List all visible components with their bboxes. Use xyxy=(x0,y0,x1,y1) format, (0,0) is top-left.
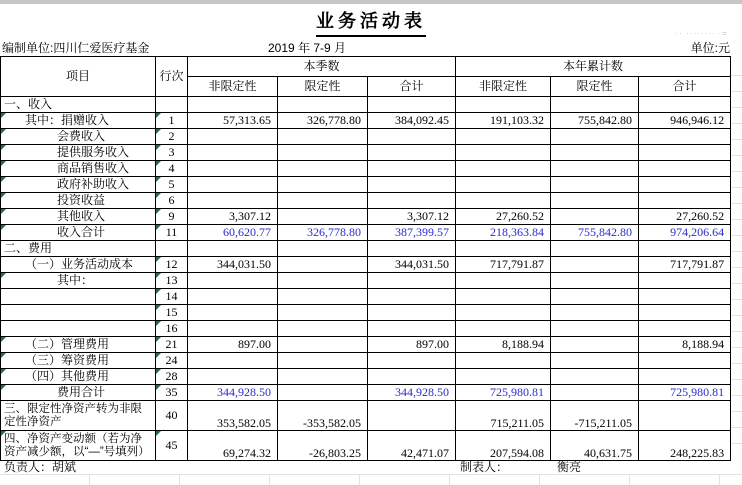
value-cell[interactable]: 8,188.94 xyxy=(456,337,551,353)
value-cell[interactable] xyxy=(551,177,639,193)
value-cell[interactable] xyxy=(188,177,278,193)
header-line-no[interactable]: 行次 xyxy=(156,57,188,97)
value-cell[interactable] xyxy=(368,289,456,305)
value-cell[interactable] xyxy=(456,353,551,369)
value-cell[interactable]: 384,092.45 xyxy=(368,113,456,129)
item-cell[interactable]: 三、限定性净资产转为非限定性净资产 xyxy=(1,401,156,431)
value-cell[interactable]: 344,031.50 xyxy=(188,257,278,273)
value-cell[interactable]: 353,582.05 xyxy=(188,401,278,431)
item-cell[interactable]: 商品销售收入 xyxy=(1,161,156,177)
value-cell[interactable]: 27,260.52 xyxy=(456,209,551,225)
table-row xyxy=(1,97,731,113)
value-cell[interactable]: 218,363.84 xyxy=(456,225,551,241)
value-cell[interactable] xyxy=(639,369,731,385)
value-cell[interactable] xyxy=(639,289,731,305)
preparer-name: 衡亮 xyxy=(557,460,582,474)
value-cell[interactable] xyxy=(456,321,551,337)
value-cell[interactable] xyxy=(368,401,456,431)
value-cell[interactable] xyxy=(639,193,731,209)
item-cell[interactable]: 提供服务收入 xyxy=(1,145,156,161)
header-y-total[interactable]: 合计 xyxy=(639,77,731,97)
line-no-cell[interactable]: 3 xyxy=(156,145,188,161)
value-cell[interactable] xyxy=(278,129,368,145)
value-cell[interactable] xyxy=(551,257,639,273)
faint-corner-marks: ·· ········ ·= xyxy=(675,29,728,38)
value-cell[interactable] xyxy=(278,321,368,337)
value-cell[interactable] xyxy=(368,145,456,161)
value-cell[interactable] xyxy=(639,161,731,177)
header-item[interactable]: 项目 xyxy=(1,57,156,97)
table-row xyxy=(1,225,731,241)
line-no-cell[interactable]: 2 xyxy=(156,129,188,145)
value-cell[interactable] xyxy=(551,385,639,401)
line-no-cell[interactable]: 13 xyxy=(156,273,188,289)
value-cell[interactable] xyxy=(278,273,368,289)
value-cell[interactable]: 42,471.07 xyxy=(368,431,456,461)
preparer-label: 制表人： xyxy=(460,460,509,474)
line-no-cell[interactable]: 12 xyxy=(156,257,188,273)
line-no-cell[interactable]: 45 xyxy=(156,431,188,461)
value-cell[interactable] xyxy=(188,305,278,321)
value-cell[interactable] xyxy=(639,97,731,113)
value-cell[interactable]: 897.00 xyxy=(188,337,278,353)
value-cell[interactable] xyxy=(456,289,551,305)
item-cell[interactable]: 四、净资产变动额（若为净资产减少额，以“—”号填列） xyxy=(1,431,156,461)
table-row xyxy=(1,193,731,209)
value-cell[interactable] xyxy=(551,273,639,289)
value-cell[interactable] xyxy=(278,385,368,401)
value-cell[interactable] xyxy=(639,145,731,161)
table-row xyxy=(1,113,731,129)
value-cell[interactable] xyxy=(188,97,278,113)
item-cell[interactable] xyxy=(1,289,156,305)
value-cell[interactable] xyxy=(278,305,368,321)
line-no-cell[interactable]: 4 xyxy=(156,161,188,177)
table-row xyxy=(1,431,731,461)
value-cell[interactable] xyxy=(456,241,551,257)
table-row xyxy=(1,385,731,401)
value-cell[interactable] xyxy=(188,273,278,289)
value-cell[interactable] xyxy=(639,177,731,193)
bottom-faint-gridlines xyxy=(0,474,742,485)
item-cell[interactable]: 会费收入 xyxy=(1,129,156,145)
item-cell[interactable]: （二）管理费用 xyxy=(1,337,156,353)
table-row xyxy=(1,353,731,369)
table-row xyxy=(1,369,731,385)
value-cell[interactable]: 717,791.87 xyxy=(639,257,731,273)
value-cell[interactable]: 344,928.50 xyxy=(368,385,456,401)
page-title-wrap xyxy=(0,7,742,37)
value-cell[interactable] xyxy=(456,177,551,193)
value-cell[interactable] xyxy=(188,353,278,369)
value-cell[interactable]: 248,225.83 xyxy=(639,431,731,461)
value-cell[interactable] xyxy=(551,161,639,177)
item-cell[interactable]: 投资收益 xyxy=(1,193,156,209)
value-cell[interactable] xyxy=(278,241,368,257)
value-cell[interactable]: 60,620.77 xyxy=(188,225,278,241)
value-cell[interactable]: 326,778.80 xyxy=(278,113,368,129)
info-row xyxy=(0,29,742,55)
value-cell[interactable] xyxy=(278,177,368,193)
report-period: 2019 年 7-9 月 xyxy=(268,41,347,55)
header-q-total[interactable]: 合计 xyxy=(368,77,456,97)
value-cell[interactable] xyxy=(639,321,731,337)
item-cell[interactable]: 其中： xyxy=(1,273,156,289)
table-row xyxy=(1,321,731,337)
item-cell[interactable]: （一）业务活动成本 xyxy=(1,257,156,273)
value-cell[interactable]: 191,103.32 xyxy=(456,113,551,129)
responsible-person: 负责人：胡斌 xyxy=(4,460,77,474)
value-cell[interactable]: -353,582.05 xyxy=(278,401,368,431)
value-cell[interactable] xyxy=(639,273,731,289)
line-no-cell[interactable]: 9 xyxy=(156,209,188,225)
header-q-unrestricted[interactable]: 非限定性 xyxy=(188,77,278,97)
value-cell[interactable] xyxy=(368,321,456,337)
item-cell[interactable]: 二、费用 xyxy=(1,241,156,257)
value-cell[interactable] xyxy=(188,145,278,161)
value-cell[interactable]: 755,842.80 xyxy=(551,225,639,241)
value-cell[interactable]: 946,946.12 xyxy=(639,113,731,129)
line-no-cell[interactable]: 28 xyxy=(156,369,188,385)
line-no-cell[interactable]: 15 xyxy=(156,305,188,321)
header-y-unrestricted[interactable]: 非限定性 xyxy=(456,77,551,97)
value-cell[interactable] xyxy=(639,401,731,431)
line-no-cell[interactable]: 35 xyxy=(156,385,188,401)
line-no-cell[interactable]: 21 xyxy=(156,337,188,353)
value-cell[interactable] xyxy=(551,129,639,145)
line-no-cell[interactable]: 6 xyxy=(156,193,188,209)
value-cell[interactable]: 725,980.81 xyxy=(639,385,731,401)
value-cell[interactable]: 717,791.87 xyxy=(456,257,551,273)
value-cell[interactable] xyxy=(368,193,456,209)
line-no-cell[interactable]: 5 xyxy=(156,177,188,193)
table-row xyxy=(1,273,731,289)
value-cell[interactable]: 387,399.57 xyxy=(368,225,456,241)
value-cell[interactable] xyxy=(368,369,456,385)
table-row xyxy=(1,129,731,145)
table-row xyxy=(1,145,731,161)
value-cell[interactable] xyxy=(639,353,731,369)
value-cell[interactable] xyxy=(639,129,731,145)
item-cell[interactable]: （四）其他费用 xyxy=(1,369,156,385)
value-cell[interactable] xyxy=(188,321,278,337)
value-cell[interactable] xyxy=(278,193,368,209)
item-cell[interactable]: 一、收入 xyxy=(1,97,156,113)
value-cell[interactable] xyxy=(278,161,368,177)
value-cell[interactable] xyxy=(188,241,278,257)
value-cell[interactable] xyxy=(188,161,278,177)
line-no-cell[interactable]: 11 xyxy=(156,225,188,241)
value-cell[interactable] xyxy=(456,97,551,113)
value-cell[interactable]: 755,842.80 xyxy=(551,113,639,129)
table-row xyxy=(1,257,731,273)
value-cell[interactable] xyxy=(368,241,456,257)
value-cell[interactable] xyxy=(551,193,639,209)
value-cell[interactable] xyxy=(551,145,639,161)
value-cell[interactable] xyxy=(368,353,456,369)
value-cell[interactable]: 57,313.65 xyxy=(188,113,278,129)
line-no-cell[interactable] xyxy=(156,97,188,113)
value-cell[interactable]: 344,928.50 xyxy=(188,385,278,401)
value-cell[interactable] xyxy=(188,289,278,305)
value-cell[interactable] xyxy=(456,129,551,145)
table-row xyxy=(1,337,731,353)
value-cell[interactable] xyxy=(188,129,278,145)
value-cell[interactable]: 974,206.64 xyxy=(639,225,731,241)
prepared-by-label: 编制单位:四川仁爱医疗基金 xyxy=(2,41,150,55)
table-row xyxy=(1,177,731,193)
item-cell[interactable]: 政府补助收入 xyxy=(1,177,156,193)
item-cell[interactable]: 费用合计 xyxy=(1,385,156,401)
value-cell[interactable] xyxy=(278,337,368,353)
value-cell[interactable] xyxy=(456,193,551,209)
value-cell[interactable] xyxy=(368,273,456,289)
right-faint-gridlines xyxy=(731,60,742,456)
value-cell[interactable] xyxy=(278,353,368,369)
value-cell[interactable] xyxy=(551,241,639,257)
line-no-cell[interactable]: 14 xyxy=(156,289,188,305)
value-cell[interactable] xyxy=(551,305,639,321)
value-cell[interactable] xyxy=(188,369,278,385)
item-cell[interactable]: 收入合计 xyxy=(1,225,156,241)
value-cell[interactable]: 8,188.94 xyxy=(639,337,731,353)
window-top-strip xyxy=(0,0,742,4)
value-cell[interactable]: 69,274.32 xyxy=(188,431,278,461)
value-cell[interactable] xyxy=(551,209,639,225)
value-cell[interactable]: 27,260.52 xyxy=(639,209,731,225)
value-cell[interactable]: 344,031.50 xyxy=(368,257,456,273)
table-row xyxy=(1,161,731,177)
line-no-cell[interactable]: 16 xyxy=(156,321,188,337)
line-no-cell[interactable]: 40 xyxy=(156,401,188,431)
value-cell[interactable]: 326,778.80 xyxy=(278,225,368,241)
value-cell[interactable] xyxy=(278,289,368,305)
value-cell[interactable]: 207,594.08 xyxy=(456,431,551,461)
page-title: 业务活动表 xyxy=(316,7,426,37)
value-cell[interactable] xyxy=(456,161,551,177)
value-cell[interactable] xyxy=(368,305,456,321)
value-cell[interactable] xyxy=(551,369,639,385)
line-no-cell[interactable] xyxy=(156,241,188,257)
value-cell[interactable] xyxy=(368,177,456,193)
value-cell[interactable] xyxy=(551,337,639,353)
value-cell[interactable] xyxy=(551,321,639,337)
value-cell[interactable] xyxy=(368,129,456,145)
value-cell[interactable]: -715,211.05 xyxy=(551,401,639,431)
value-cell[interactable] xyxy=(456,145,551,161)
line-no-cell[interactable]: 1 xyxy=(156,113,188,129)
item-cell[interactable]: 其他收入 xyxy=(1,209,156,225)
value-cell[interactable] xyxy=(639,241,731,257)
item-cell[interactable]: 其中：捐赠收入 xyxy=(1,113,156,129)
value-cell[interactable] xyxy=(551,353,639,369)
value-cell[interactable] xyxy=(368,97,456,113)
signature-row xyxy=(0,458,742,474)
value-cell[interactable] xyxy=(368,161,456,177)
value-cell[interactable] xyxy=(639,305,731,321)
item-cell[interactable] xyxy=(1,305,156,321)
item-cell[interactable] xyxy=(1,321,156,337)
value-cell[interactable] xyxy=(551,289,639,305)
value-cell[interactable] xyxy=(278,97,368,113)
value-cell[interactable] xyxy=(456,273,551,289)
value-cell[interactable] xyxy=(188,193,278,209)
header-quarter-group[interactable]: 本季数 xyxy=(188,57,456,77)
value-cell[interactable]: 3,307.12 xyxy=(188,209,278,225)
value-cell[interactable] xyxy=(456,305,551,321)
table-row xyxy=(1,401,731,431)
table-header xyxy=(1,57,731,97)
table-row xyxy=(1,305,731,321)
table-body xyxy=(1,97,731,461)
header-y-restricted[interactable]: 限定性 xyxy=(551,77,639,97)
table-row xyxy=(1,241,731,257)
table-row xyxy=(1,209,731,225)
value-cell[interactable] xyxy=(278,209,368,225)
value-cell[interactable] xyxy=(551,97,639,113)
value-cell[interactable]: 40,631.75 xyxy=(551,431,639,461)
header-q-restricted[interactable]: 限定性 xyxy=(278,77,368,97)
value-cell[interactable]: 725,980.81 xyxy=(456,385,551,401)
item-cell[interactable]: （三）筹资费用 xyxy=(1,353,156,369)
value-cell[interactable] xyxy=(456,369,551,385)
unit-label: 单位:元 xyxy=(690,41,730,55)
value-cell[interactable] xyxy=(278,145,368,161)
line-no-cell[interactable]: 24 xyxy=(156,353,188,369)
value-cell[interactable]: 897.00 xyxy=(368,337,456,353)
activity-table xyxy=(0,56,731,461)
value-cell[interactable]: 3,307.12 xyxy=(368,209,456,225)
header-ytd-group[interactable]: 本年累计数 xyxy=(456,57,731,77)
table-row xyxy=(1,289,731,305)
value-cell[interactable]: 715,211.05 xyxy=(456,401,551,431)
value-cell[interactable] xyxy=(278,369,368,385)
value-cell[interactable] xyxy=(278,257,368,273)
value-cell[interactable]: -26,803.25 xyxy=(278,431,368,461)
